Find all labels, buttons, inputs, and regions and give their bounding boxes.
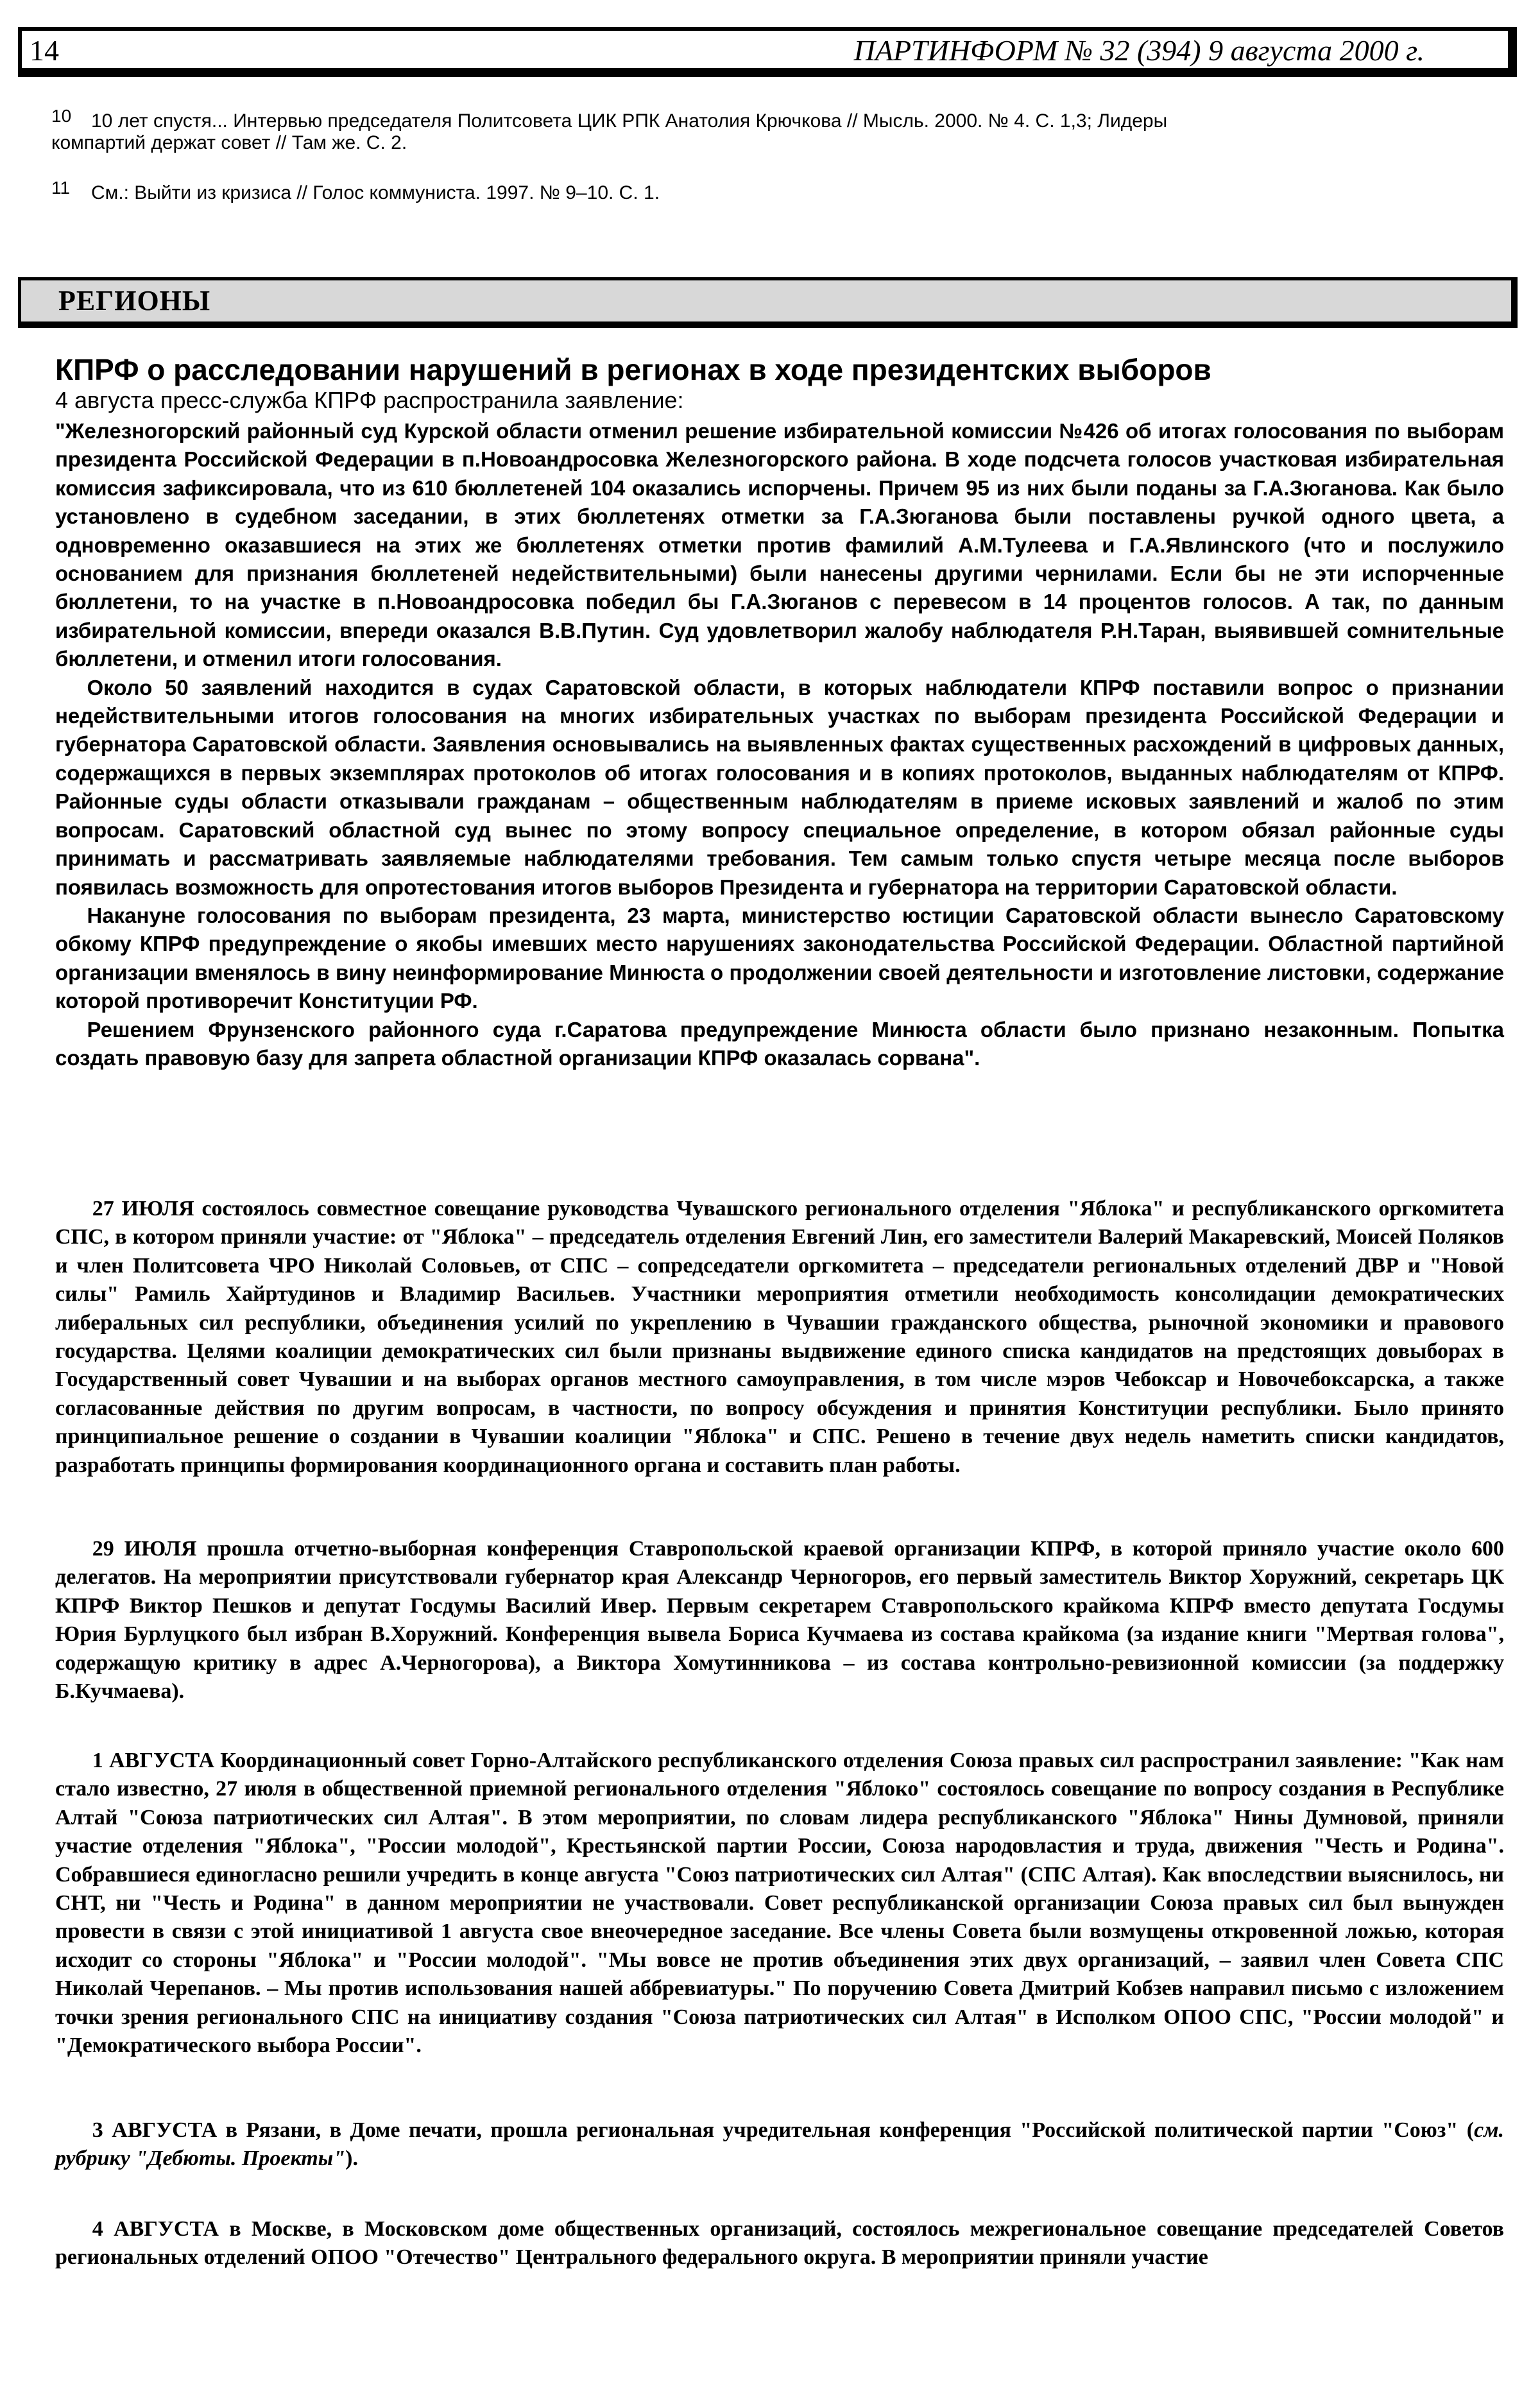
page-header — [18, 27, 1517, 77]
section-heading — [18, 277, 1518, 328]
news-rubric-reference: см. рубрику "Дебюты. Проекты" — [55, 2118, 1504, 2171]
news-text: 3 АВГУСТА в Рязани, в Доме печати, прошла региональная учредительная конференция "Российской политической партии "Союз" ( — [92, 2118, 1475, 2142]
publication-title: ПАРТИНФОРМ № 32 (394) 9 августа 2000 г. — [853, 34, 1425, 67]
footnote-text-continued: компартий держат совет // Там же. С. 2. — [51, 132, 407, 153]
page-number: 14 — [30, 34, 59, 67]
news-item-august-1 — [55, 1747, 1504, 2060]
article-paragraph: Решением Фрунзенского районного суда г.Саратова предупреждение Минюста области было признано незаконным. Попытка создать правовую базу для запрета областной организации КПРФ оказалась сорвана". — [55, 1017, 1504, 1070]
news-text: 4 АВГУСТА в Москве, в Московском доме общественных организаций, состоялось межрегиональное совещание председателей Советов региональных отделений ОПОО "Отечество" Центрального федерального округа. В мероприятии приняли участие — [55, 2217, 1504, 2270]
article-body — [55, 417, 1504, 1072]
article-paragraph: Накануне голосования по выборам президента, 23 марта, министерство юстиции Саратовской области вынесло Саратовскому обкому КПРФ предупреждение о якобы имевших место нарушениях законодательства Российской Федерации. Областной партийной организации вменялось в вину неинформирование Минюста о продолжении своей деятельности и изготовление листовки, содержание которой противоречит Конституции РФ. — [55, 903, 1504, 1013]
news-item-august-3 — [55, 2116, 1504, 2173]
footnote-mark: 11 — [51, 178, 71, 198]
footnote-text: 10 лет спустя... Интервью председателя Политсовета ЦИК РПК Анатолия Крючкова // Мысль. 2000. № 4. С. 1,3; Лидеры — [91, 110, 1168, 132]
news-item-august-4 — [55, 2215, 1504, 2272]
article-intro: 4 августа пресс-служба КПРФ распространила заявление: — [55, 387, 684, 413]
footnote-text: См.: Выйти из кризиса // Голос коммуниста. 1997. № 9–10. С. 1. — [91, 182, 660, 203]
footnote-10 — [51, 106, 1502, 154]
news-text: 29 ИЮЛЯ прошла отчетно-выборная конференция Ставропольской краевой организации КПРФ, в которой приняло участие около 600 делегатов. На мероприятии присутствовали губернатор края Александр Черногоров, его первый заместитель Виктор Хоружний, секретарь ЦК КПРФ Виктор Пешков и депутат Госдумы Василий Ивер. Первым секретарем Ставропольского крайкома КПРФ вместо депутата Госдумы Юрия Бурлуцкого был избран В.Хоружний. Конференция вывела Бориса Кучмаева из состава крайкома (за издание книги "Мертвая голова", содержащую критику в адрес А.Черногорова), а Виктора Хомутинникова – из состава контрольно-ревизионной комиссии (за поддержку Б.Кучмаева). — [55, 1537, 1504, 1704]
article-title: КПРФ о расследовании нарушений в регионах в ходе президентских выборов — [55, 353, 1211, 386]
footnote-11 — [51, 178, 1502, 204]
news-item-july-27 — [55, 1195, 1504, 1480]
article-paragraph: Около 50 заявлений находится в судах Саратовской области, в которых наблюдатели КПРФ поставили вопрос о признании недействительными итогов голосования на многих избирательных участках по выборам президента Российской Федерации и губернатора Саратовской области. Заявления основывались на выявленных фактах существенных расхождений в цифровых данных, содержащихся в первых экземплярах протоколов об итогах голосования и в копиях протоколов, выданных наблюдателям от КПРФ. Районные суды области отказывали гражданам – общественным наблюдателям в приеме исковых заявлений и жалоб по этим вопросам. Саратовский областной суд вынес по этому вопросу специальное определение, в котором обязал районные суды принимать и рассматривать заявляемые наблюдателями требования. Тем самым только спустя четыре месяца после выборов появилась возможность для опротестования итогов выборов Президента и губернатора на территории Саратовской области. — [55, 675, 1504, 899]
article-paragraph: "Железногорский районный суд Курской области отменил решение избирательной комиссии №426 об итогах голосования по выборам президента Российской Федерации в п.Новоандросовка Железногорского района. В ходе подсчета голосов участковая избирательная комиссия зафиксировала, что из 610 бюллетеней 104 оказались испорчены. Причем 95 из них были поданы за Г.А.Зюганова. Как было установлено в судебном заседании, в этих бюллетенях отметки за Г.А.Зюганова были поставлены ручкой одного цвета, а одновременно оказавшиеся на этих же бюллетенях отметки против фамилий А.М.Тулеева и Г.А.Явлинского (что и послужило основанием для признания бюллетеней недействительными) были нанесены другими чернилами. Если бы не эти испорченные бюллетени, то на участке в п.Новоандросовка победил бы Г.А.Зюганов с перевесом в 14 процентов голосов. А так, по данным избирательной комиссии, впереди оказался В.В.Путин. Суд удовлетворил жалобу наблюдателя Р.Н.Таран, выявившей сомнительные бюллетени, и отменил итоги голосования. — [55, 419, 1504, 671]
news-text: 1 АВГУСТА Координационный совет Горно-Алтайского республиканского отделения Союза правых сил распространил заявление: "Как нам стало известно, 27 июля в общественной приемной регионального отделения "Яблоко" состоялось совещание по вопросу создания в Республике Алтай "Союза патриотических сил Алтая". В этом мероприятии, по словам лидера республиканского "Яблока" Нины Думновой, приняли участие отделения "Яблока", "России молодой", Крестьянской партии России, Союза народовластия и труда, движения "Честь и Родина". Собравшиеся единогласно решили учредить в конце августа "Союз патриотических сил Алтая" (СПС Алтая). Как впоследствии выяснилось, ни СНТ, ни "Честь и Родина" в данном мероприятии не участвовали. Совет республиканской организации Союза правых сил был вынужден провести в связи с этой инициативой 1 августа свое внеочередное заседание. Все члены Совета были возмущены откровенной ложью, которая исходит со стороны "Яблока" и "России молодой". "Мы вовсе не против объединения этих двух организаций, – заявил член Совета СПС Николай Черепанов. – Мы против использования нашей аббревиатуры." По поручению Совета Дмитрий Кобзев направил письмо с изложением точки зрения регионального СПС на инициативу создания "Союза патриотических сил Алтая" в Исполком ОПОО СПС, "России молодой" и "Демократического выбора России". — [55, 1749, 1504, 2058]
news-text-tail: ). — [345, 2146, 358, 2171]
footnote-mark: 10 — [51, 106, 72, 126]
news-item-july-29 — [55, 1535, 1504, 1706]
news-text: 27 ИЮЛЯ состоялось совместное совещание руководства Чувашского регионального отделения "Яблока" и республиканского оргкомитета СПС, в котором приняли участие: от "Яблока" – председатель отделения Евгений Лин, его заместители Валерий Макаревский, Моисей Поляков и член Политсовета ЧРО Николай Соловьев, от СПС – сопредседатели оргкомитета – председатели региональных отделений ДВР и "Новой силы" Рамиль Хайртудинов и Владимир Васильев. Участники мероприятия отметили необходимость консолидации демократических либеральных сил республики, объединения усилий по укреплению в Чувашии гражданского общества, рыночной экономики и правового государства. Целями коалиции демократических сил были признаны выдвижение единого списка кандидатов на предстоящих довыборах в Государственный совет Чувашии и на выборах органов местного самоуправления, в том числе мэров Чебоксар и Новочебоксарска, а также согласованные действия по другим вопросам, в частности, по вопросу обсуждения и принятия Конституции республики. Было принято принципиальное решение о создании в Чувашии коалиции "Яблока" и СПС. Решено в течение двух недель наметить списки кандидатов, разработать принципы формирования координационного органа и составить план работы. — [55, 1197, 1504, 1477]
section-title: РЕГИОНЫ — [58, 285, 211, 316]
